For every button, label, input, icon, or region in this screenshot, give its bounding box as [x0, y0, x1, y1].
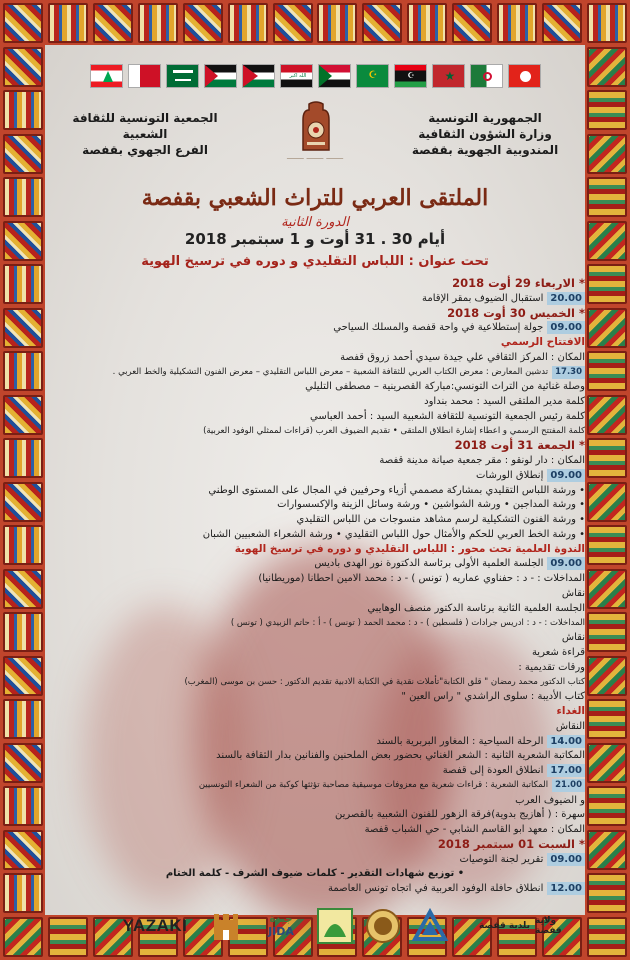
program-text: تقرير لجنة التوصيات [459, 853, 544, 865]
flag-libya: ☪ [394, 64, 427, 88]
program-text: كتاب الدكتور محمد رمضان " قلق الكتابة"تأملات نقدية في الكتابة الادبية تقديم الدكتور : حسن بن موسى (المغرب) [184, 676, 585, 687]
kilim-tile [587, 177, 627, 217]
kilim-tile [3, 786, 43, 826]
program-item [55, 395, 585, 408]
flag-bahrain [128, 64, 161, 88]
program-text: • ورشة المداجين • ورشة الشواشين • ورشة وسائل الزينة والإكسسوارات [277, 499, 585, 511]
kilim-tile [3, 395, 43, 435]
sponsor-logos [45, 903, 585, 957]
program-text: نقاش [561, 588, 585, 599]
wilaya-label: ولاية قفصة [535, 916, 562, 936]
kilim-tile [362, 3, 402, 43]
program-item [55, 410, 585, 423]
kilim-tile [497, 3, 537, 43]
program-item [55, 351, 585, 364]
program-text: * الخميس 30 أوت 2018 [447, 305, 585, 320]
program-text: جولة إستطلاعية في واحة قفصة والمسلك السياحي [333, 322, 544, 334]
kilim-tile [48, 3, 88, 43]
program-item [55, 528, 585, 541]
time-badge: 21.00 [552, 779, 585, 792]
day-heading [55, 838, 585, 851]
program-text: النقاش [555, 720, 585, 732]
program-text: انطلاق حافلة الوفود العربية في اتجاه تونس العاصمة [327, 883, 544, 895]
program-text: كتاب الأديبة : سلوى الراشدي " راس العين " [401, 691, 585, 703]
kilim-tile [587, 47, 627, 87]
kilim-tile [317, 3, 357, 43]
program-text: الجلسة العلمية الأولى برئاسة الدكتورة نور الهدى باديس [314, 558, 544, 570]
kilim-tile [587, 90, 627, 130]
baladia-label: بلدية قفصة [479, 921, 530, 931]
program-text: • ورشة الخط العربي للحكم والأمثال حول اللباس التقليدي • ورشة الشعراء الشعبيين الشبان [202, 528, 585, 540]
section-heading [55, 705, 585, 718]
program-text: • ورشة الفنون التشكيلية لرسم مشاهد منسوجات من اللباس التقليدي [296, 514, 585, 526]
program-item [55, 749, 585, 762]
association-emblem-icon [295, 100, 337, 158]
program-item [55, 720, 585, 733]
program-item [55, 676, 585, 689]
kilim-tile [587, 438, 627, 478]
festival-title: الملتقى العربي للتراث الشعبي بقفصة [141, 185, 489, 211]
kilim-tile [3, 699, 43, 739]
flag-morocco: ★ [432, 64, 465, 88]
program-item [55, 646, 585, 659]
kilim-tile [3, 351, 43, 391]
program-text: الافتتاح الرسمي [500, 336, 585, 349]
header-ministry-line: المندوبية الجهوية بقفصة [411, 143, 559, 157]
flag-lebanon [90, 64, 123, 88]
kilim-tile [542, 3, 582, 43]
kilim-tile [587, 830, 627, 870]
program-text: الجلسة العلمية الثانية برئاسة الدكتور منصف الوهايبي [367, 602, 585, 614]
flag-tunisia [508, 64, 541, 88]
kilim-tile [3, 612, 43, 652]
program-item [55, 867, 575, 880]
header-ministry [405, 110, 565, 158]
program-item [55, 794, 585, 807]
kilim-tile [183, 3, 223, 43]
logo-jida [257, 903, 305, 949]
kilim-tile [3, 177, 43, 217]
program-text: تدشين المعارض : معرض الكتاب العربي للثقافة الشعبية – معرض اللباس التقليدي – معرض الفنون التشكيلية والخط العربي . [112, 366, 549, 377]
program-text: كلمة المفتتح الرسمي و اعطاء إشارة انطلاق الملتقى • تقديم الضيوف العرب (قراءات لممثلي الوفود العربية) [203, 425, 585, 436]
flags-row [45, 64, 585, 88]
program-text: المداخلات : - د : ادريس جرادات ( فلسطين ) - د : محمد الحمد ( تونس ) - أ : حاتم الزبيدي ( تونس ) [230, 617, 585, 628]
program-text: قراءة شعرية [531, 647, 585, 659]
program-text: كلمة مدير الملتقى السيد : محمد بنداود [424, 396, 585, 408]
program-item [55, 484, 585, 497]
logo-yazaki: YAZAKI [122, 916, 188, 935]
header-ministry-line: الجمهورية التونسية [428, 111, 542, 125]
kilim-tile [3, 656, 43, 696]
kilim-tile [3, 830, 43, 870]
kilim-tile [3, 308, 43, 348]
program-item [55, 631, 585, 644]
program-text: استقبال الضيوف بمقر الإقامة [422, 292, 544, 304]
program-text: • توزيع شهادات التقدير - كلمات ضيوف الشرف - كلمة الختام [165, 868, 465, 880]
logo-castle-icon [205, 903, 247, 949]
program-item [55, 454, 585, 467]
program-text: • ورشة اللباس التقليدي بمشاركة مصممي أزياء وحرفيين في المجال على المستوى الوطني [208, 484, 585, 496]
kilim-tile [228, 3, 268, 43]
flag-jordan [242, 64, 275, 88]
time-badge: 09.00 [547, 469, 585, 482]
kilim-tile [3, 90, 43, 130]
kilim-tile [587, 612, 627, 652]
program-item [55, 764, 585, 777]
program-text: الغداء [556, 705, 585, 718]
header-association-line: الفرع الجهوي بقفصة [82, 143, 208, 157]
section-heading [55, 336, 585, 349]
jida-latin: JIDA [268, 925, 294, 938]
program-text: المكاتبة الشعرية الثانية : الشعر الغنائي بحضور بعض الملحنين والفنانين بدار الثقافة بالسند [216, 750, 585, 762]
kilim-tile [587, 525, 627, 565]
program-item [55, 513, 585, 526]
kilim-tile [587, 699, 627, 739]
program-text: إنطلاق الورشات [476, 469, 544, 481]
day-heading [55, 307, 585, 320]
program-item [55, 498, 585, 511]
header-ministry-line: وزارة الشؤون الثقافية [418, 127, 552, 141]
program-item [55, 425, 585, 438]
flag-mauritania: ☪ [356, 64, 389, 88]
flag-saudi-arabia [166, 64, 199, 88]
kilim-tile [3, 3, 43, 43]
logo-round-seal-icon [363, 903, 403, 949]
program-item [55, 572, 585, 585]
kilim-tile [587, 351, 627, 391]
poster-content [45, 45, 585, 938]
program-text: * الاربعاء 29 أوت 2018 [452, 276, 585, 290]
flag-palestine [204, 64, 237, 88]
edition-subtitle: الدورة الثانية [281, 215, 349, 230]
program-item [55, 823, 585, 836]
program-text: كلمة رئيس الجمعية التونسية للثقافة الشعبية السيد : أحمد العباسي [310, 410, 585, 422]
program-item [55, 380, 585, 393]
program-text: وصلة غنائية من التراث التونسي:مباركة القصرينية – مصطفى التليلي [305, 381, 585, 393]
kilim-tile [3, 134, 43, 174]
kilim-tile [3, 482, 43, 522]
kilim-tile [587, 873, 627, 913]
logo-baladia [477, 903, 532, 949]
logo-triangle-icon [410, 903, 450, 949]
program-text: نقاش [561, 632, 585, 644]
flag-sudan [318, 64, 351, 88]
kilim-tile [587, 569, 627, 609]
kilim-tile [3, 743, 43, 783]
flag-algeria [470, 64, 503, 88]
kilim-tile [3, 873, 43, 913]
kilim-tile [452, 3, 492, 43]
kilim-tile [587, 482, 627, 522]
kilim-tile [587, 134, 627, 174]
program-text: ورقات تقديمية : [518, 661, 585, 673]
time-badge: 09.00 [547, 853, 585, 866]
day-heading [55, 277, 585, 290]
kilim-tile [587, 656, 627, 696]
program-item [55, 617, 585, 630]
program-text: * الجمعة 31 أوت 2018 [454, 438, 585, 453]
time-badge: 17.30 [552, 366, 585, 379]
program-text: المكان : دار لونقو : مقر جمعية صيانة مدينة قفصة [379, 455, 585, 467]
program-item [55, 366, 585, 379]
kilim-tile [587, 786, 627, 826]
program-text: الندوة العلمية تحت محور : اللباس التقليدي و دوره في ترسيخ الهوية [234, 542, 585, 555]
header-association-line: الشعبية [122, 127, 168, 141]
day-heading [55, 439, 585, 452]
kilim-tile [3, 438, 43, 478]
kilim-tile [407, 3, 447, 43]
kilim-tile [3, 221, 43, 261]
kilim-tile [3, 47, 43, 87]
program-text: المكاتبة الشعرية : قراءات شعرية مع معزوفات موسيقية مصاحبة تؤثثها كوكبة من الشعراء التونسيين [198, 779, 549, 790]
kilim-tile [587, 743, 627, 783]
program-item [55, 779, 585, 792]
time-badge: 12.00 [547, 882, 585, 895]
time-badge: 14.00 [547, 735, 585, 748]
header-association-line: الجمعية التونسية للثقافة [72, 111, 218, 125]
kilim-tile [3, 917, 43, 957]
program-text: * السبت 01 سبتمبر 2018 [437, 836, 585, 851]
kilim-tile [587, 264, 627, 304]
kilim-tile [3, 264, 43, 304]
program-item [55, 882, 585, 895]
program-text: انطلاق العودة إلى قفصة [442, 765, 544, 777]
kilim-tile [587, 917, 627, 957]
time-badge: 20.00 [547, 292, 585, 305]
kilim-tile [587, 308, 627, 348]
header-association [65, 110, 225, 158]
program-item [55, 853, 585, 866]
festival-theme: تحت عنوان : اللباس التقليدي و دوره في ترسيخ الهوية [141, 254, 489, 269]
flag-iraq: الله اكبر [280, 64, 313, 88]
time-badge: 09.00 [547, 321, 585, 334]
kilim-tile [138, 3, 178, 43]
logo-wilaya [535, 903, 585, 949]
kilim-tile [93, 3, 133, 43]
emblem-caption: ⸻ ⸻ ⸻ [286, 154, 344, 162]
program-item [55, 602, 585, 615]
program-item [55, 292, 585, 305]
program-text: و الضيوف العرب [515, 794, 585, 806]
program-text: المداخلات : - د : حفناوي عماريه ( تونس ) - د : محمد الامين احطانا (موريطانيا) [258, 573, 585, 585]
jida-arabic: جيدة [269, 914, 293, 925]
kilim-tile [587, 3, 627, 43]
program-item [55, 321, 585, 334]
kilim-tile [587, 395, 627, 435]
kilim-tile [273, 3, 313, 43]
kilim-tile [3, 569, 43, 609]
program-text: الرحلة السياحية : المغاور البربرية بالسند [376, 735, 544, 747]
program-text: المكان : المركز الثقافي علي جيدة سيدي أحمد زروق قفصة [340, 351, 585, 363]
program-item [55, 661, 585, 674]
section-heading [55, 543, 585, 556]
program-item [55, 587, 585, 600]
kilim-tile [3, 525, 43, 565]
program-item [55, 735, 585, 748]
festival-dates: أيام 30 . 31 أوت و 1 سبتمبر 2018 [184, 230, 446, 248]
program-item [55, 808, 585, 821]
time-badge: 17.00 [547, 764, 585, 777]
program-text: سهرة : ( أهازيج بدوية)فرقة الزهور للفنون الشعبية بالقصرين [335, 809, 585, 821]
program-text: المكان : معهد ابو القاسم الشابي - حي الشباب قفصة [364, 824, 585, 836]
program-item [55, 557, 585, 570]
logo-green-icon [313, 903, 357, 949]
kilim-tile [587, 221, 627, 261]
program-item [55, 469, 585, 482]
time-badge: 09.00 [547, 557, 585, 570]
program-item [55, 690, 585, 703]
